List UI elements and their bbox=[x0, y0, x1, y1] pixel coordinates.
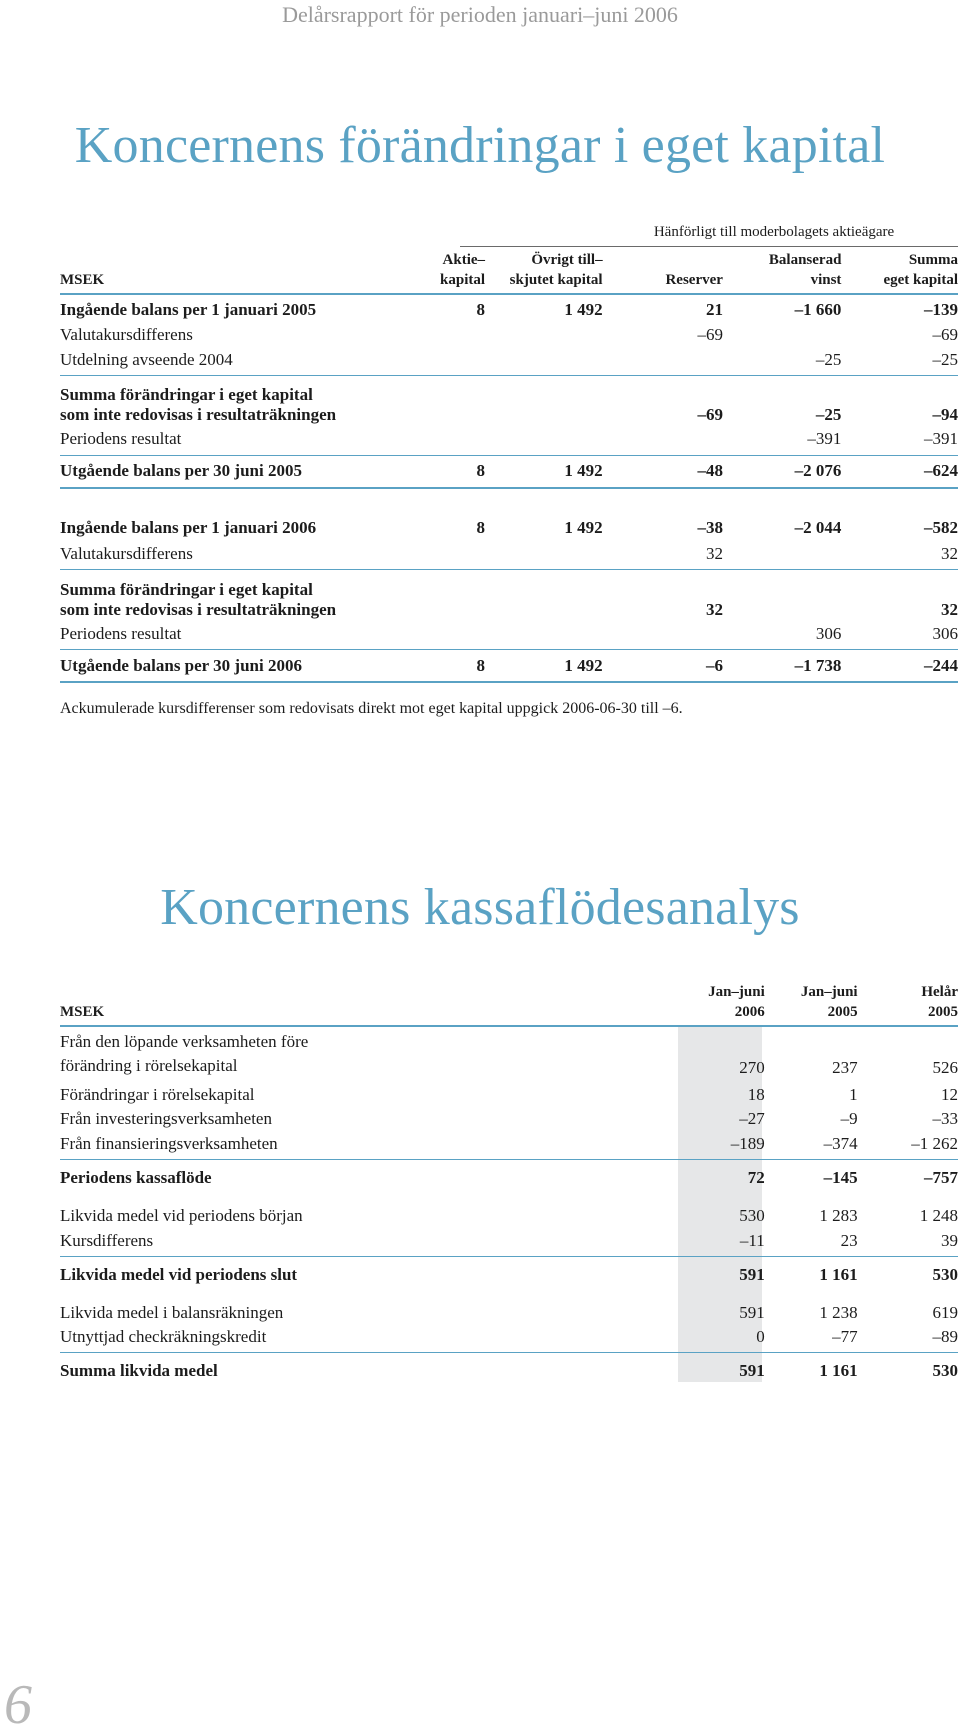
equity-title: Koncernens förändringar i eget kapital bbox=[74, 117, 886, 174]
table-row: Valutakursdifferens –69 –69 bbox=[60, 325, 959, 344]
col-header-balanserad: Balanserad vinst bbox=[768, 252, 842, 288]
table-row: Periodens kassaflöde 72 –145 –757 bbox=[60, 1168, 958, 1187]
equity-header-row bbox=[60, 248, 958, 290]
table-row: Från finansieringsverksamheten –189 –374 –1 262 bbox=[60, 1134, 958, 1153]
row-separator bbox=[60, 455, 958, 456]
table-row: Utnyttjad checkräkningskredit 0 –77 –89 bbox=[60, 1327, 958, 1346]
table-row: Utdelning avseende 2004 –25 –25 bbox=[60, 350, 959, 369]
table-row: Utgående balans per 30 juni 2005 8 1 492 –48 –2 076 –624 bbox=[60, 461, 959, 480]
col-header-aktiekapital: Aktie– kapital bbox=[440, 252, 486, 288]
table-bottom-rule bbox=[60, 681, 958, 683]
table-row: Förändringar i rörelsekapital 18 1 12 bbox=[60, 1085, 958, 1104]
col-header-summa: Summa eget kapital bbox=[883, 252, 959, 288]
table-row: Valutakursdifferens 32 32 bbox=[60, 544, 959, 563]
table-row: Periodens resultat –391 –391 bbox=[60, 429, 959, 448]
table-row: Summa likvida medel 591 1 161 530 bbox=[60, 1361, 958, 1380]
equity-note: Ackumulerade kursdifferenser som redovisats direkt mot eget kapital uppgick 2006-06-30 till –6. bbox=[60, 700, 683, 717]
row-separator bbox=[60, 1159, 958, 1160]
table-row: Från investeringsverksamheten –27 –9 –33 bbox=[60, 1109, 958, 1128]
table-row: Utgående balans per 30 juni 2006 8 1 492 –6 –1 738 –244 bbox=[60, 656, 959, 675]
group-header-line bbox=[460, 246, 958, 247]
table-row: Ingående balans per 1 januari 2005 8 1 492 21 –1 660 –139 bbox=[60, 300, 959, 319]
col-header-reserver: Reserver bbox=[665, 272, 723, 288]
table-row: Likvida medel vid periodens slut 591 1 161 530 bbox=[60, 1265, 958, 1284]
running-header: Delårsrapport för perioden januari–juni 2006 bbox=[282, 2, 678, 27]
table-row: Likvida medel i balansräkningen 591 1 238 619 bbox=[60, 1303, 958, 1322]
section-separator bbox=[60, 487, 958, 489]
col-header-msek: MSEK bbox=[60, 1004, 105, 1020]
col-header-ovrigt: Övrigt till– skjutet kapital bbox=[509, 252, 603, 288]
table-row: Summa förändringar i eget kapital som inte redovisas i resultaträkningen 32 32 bbox=[60, 580, 959, 619]
col-header-helar-2005: Helår 2005 bbox=[921, 984, 958, 1020]
table-row: Summa förändringar i eget kapital som inte redovisas i resultaträkningen –69 –25 –94 bbox=[60, 385, 959, 424]
row-separator bbox=[60, 375, 958, 376]
table-row: Kursdifferens –11 23 39 bbox=[60, 1231, 958, 1250]
row-separator bbox=[60, 1352, 958, 1353]
col-header-msek: MSEK bbox=[60, 272, 105, 288]
row-separator bbox=[60, 1256, 958, 1257]
table-row: Periodens resultat 306 306 bbox=[60, 624, 959, 643]
table-row: Från den löpande verksamheten före förändring i rörelsekapital 270 237 526 bbox=[60, 1032, 958, 1077]
equity-header-rule bbox=[60, 293, 958, 295]
row-separator bbox=[60, 569, 958, 570]
page-number: 6 bbox=[4, 1674, 32, 1736]
table-row: Likvida medel vid periodens början 530 1 283 1 248 bbox=[60, 1206, 958, 1225]
cashflow-header-rule bbox=[60, 1025, 958, 1027]
col-header-jan-juni-2006: Jan–juni 2006 bbox=[708, 984, 765, 1020]
cashflow-header-row bbox=[60, 980, 958, 1022]
group-header-label: Hänförligt till moderbolagets aktieägare bbox=[653, 224, 895, 240]
col-header-jan-juni-2005: Jan–juni 2005 bbox=[800, 984, 858, 1020]
table-row: Ingående balans per 1 januari 2006 8 1 492 –38 –2 044 –582 bbox=[60, 518, 959, 537]
cashflow-title: Koncernens kassaflödesanalys bbox=[160, 879, 800, 936]
row-separator bbox=[60, 649, 958, 650]
